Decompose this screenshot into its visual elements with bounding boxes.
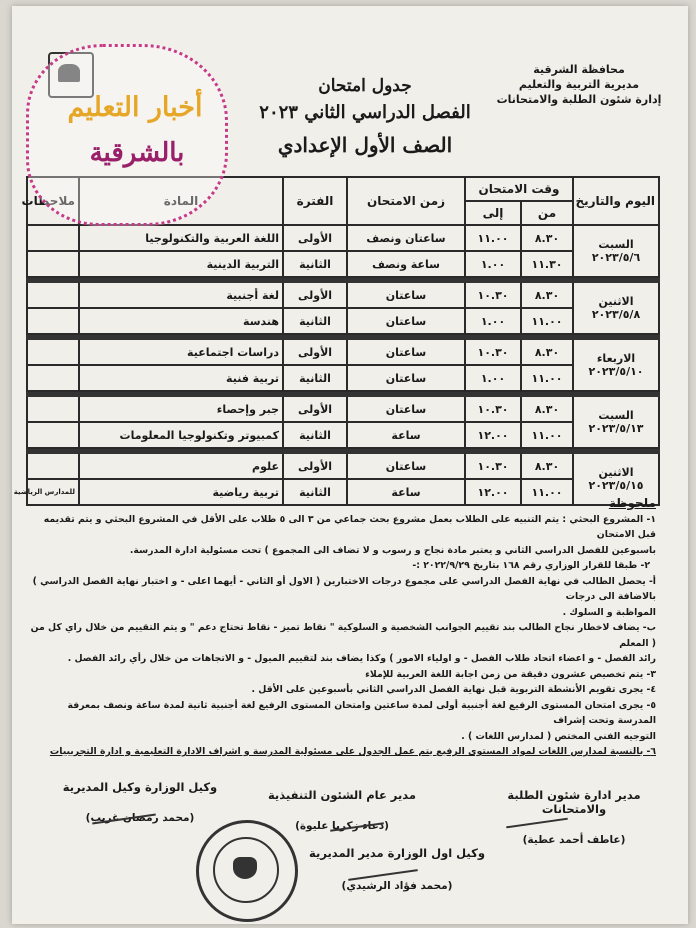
signature-name: (دعاء زكريا عليوة) — [295, 820, 389, 832]
period: الثانية — [283, 251, 347, 277]
duration: ساعتان — [347, 365, 465, 391]
period: الأولى — [283, 282, 347, 308]
signature-students-affairs — [474, 788, 674, 846]
day-name: السبت — [598, 238, 634, 251]
note-line: ٣- يتم تخصيص عشرون دقيقة من زمن اجابة اللغة العربية للإملاء — [365, 668, 656, 680]
time-from: ١١.٠٠ — [521, 422, 573, 448]
signature-name: (عاطف أحمد عطية) — [522, 834, 626, 846]
day-name: الاثنين — [598, 466, 634, 479]
duration: ساعتان — [347, 282, 465, 308]
header-notes: ملاحظات — [27, 177, 79, 225]
day-name: الاثنين — [598, 295, 634, 308]
period: الثانية — [283, 365, 347, 391]
header-period: الفترة — [283, 177, 347, 225]
signature-role: مدير عام الشئون التنفيذية — [267, 788, 417, 802]
period: الثانية — [283, 479, 347, 505]
day-cell — [573, 396, 659, 448]
day-date: ٢٠٢٣/٥/١٥ — [588, 479, 644, 492]
subject: التربية الدينية — [79, 251, 283, 277]
day-date: ٢٠٢٣/٥/١٠ — [588, 365, 644, 378]
time-to: ١.٠٠ — [465, 251, 521, 277]
duration: ساعة — [347, 479, 465, 505]
table-row — [27, 225, 659, 251]
time-to: ١٠.٣٠ — [465, 453, 521, 479]
signature-name: (محمد فؤاد الرشيدي) — [341, 880, 453, 892]
duration: ساعتان — [347, 339, 465, 365]
table-row — [27, 282, 659, 308]
watermark-line2: بالشرقية — [89, 138, 185, 168]
note — [27, 308, 79, 334]
subject: دراسات اجتماعية — [79, 339, 283, 365]
note-line: باسبوعين للفصل الدراسي الثاني و يعتبر مادة نجاح و رسوب و لا تضاف الى المجموع ) تحت مسئولية ادارة المدرسة. — [129, 544, 656, 556]
note — [27, 339, 79, 365]
table-row — [27, 365, 659, 391]
note — [27, 365, 79, 391]
document-title-block — [240, 74, 490, 162]
table-row — [27, 339, 659, 365]
subject: تربية فنية — [79, 365, 283, 391]
time-to: ١.٠٠ — [465, 308, 521, 334]
subject: هندسة — [79, 308, 283, 334]
official-seal-icon — [196, 820, 298, 922]
subject: لغة أجنبية — [79, 282, 283, 308]
note — [27, 282, 79, 308]
notes-heading: ملحوظة — [608, 496, 656, 510]
note-line: المواظبة و السلوك . — [562, 606, 656, 618]
duration: ساعتان ونصف — [347, 225, 465, 251]
note — [27, 225, 79, 251]
note — [27, 422, 79, 448]
period: الأولى — [283, 339, 347, 365]
day-cell — [573, 339, 659, 391]
time-from: ٨.٣٠ — [521, 339, 573, 365]
org-department: إدارة شئون الطلبة والامتحانات — [496, 93, 662, 106]
day-name: الاربعاء — [596, 352, 636, 365]
table-row — [27, 396, 659, 422]
note-line: رائد الفصل - و اعضاء اتحاد طلاب الفصل - و اولياء الامور ) وكذا يضاف بند لتقييم الميول - و الاتجاهات من خلال رأي رائد الفصل . — [67, 653, 656, 664]
duration: ساعتان — [347, 396, 465, 422]
note-line: ب- يضاف لاخطار نجاح الطالب بند تقييم الجوانب الشخصية و السلوكية " نقاط تميز - نقاط تحتاج دعم " و يتم التقييم من خلال راي كل من ( المعلم — [30, 622, 656, 649]
time-from: ٨.٣٠ — [521, 225, 573, 251]
header-from: من — [521, 201, 573, 225]
term-title: الفصل الدراسي الثاني ٢٠٢٣ — [259, 102, 471, 123]
document-title: جدول امتحان — [318, 76, 412, 96]
time-to: ١٢.٠٠ — [465, 422, 521, 448]
period: الثانية — [283, 308, 347, 334]
time-from: ١١.٠٠ — [521, 308, 573, 334]
signature-role: مدير ادارة شئون الطلبة والامتحانات — [507, 788, 641, 816]
table-row — [27, 422, 659, 448]
watermark-line1: أخبار التعليم — [67, 92, 203, 123]
subject: كمبيوتر وتكنولوجيا المعلومات — [79, 422, 283, 448]
day-date: ٢٠٢٣/٥/٦ — [591, 251, 641, 264]
signature-name: (محمد رمضان غريب) — [85, 812, 195, 824]
subject: علوم — [79, 453, 283, 479]
time-from: ٨.٣٠ — [521, 453, 573, 479]
time-to: ١٠.٣٠ — [465, 282, 521, 308]
signature-role: وكيل اول الوزارة مدير المديرية — [309, 846, 485, 860]
period: الثانية — [283, 422, 347, 448]
note-line: ٤- يجرى تقويم الأنشطة التربوية قبل نهاية الفصل الدراسي الثاني بأسبوعين على الأقل . — [251, 684, 656, 695]
time-from: ١١.٠٠ — [521, 365, 573, 391]
day-date: ٢٠٢٣/٥/١٣ — [588, 422, 644, 435]
note: للمدارس الرياضية — [27, 479, 79, 505]
header-to: إلى — [465, 201, 521, 225]
signature-executive-affairs — [244, 788, 440, 832]
org-governorate: محافظة الشرقية — [533, 63, 625, 76]
note-line: ١- المشروع البحثي : يتم التنبيه على الطلاب بعمل مشروع بحث جماعي من ٣ الى ٥ طلاب على الأقل في المشروع البحثي و يتم تقديمه قبل الامتحان — [43, 513, 656, 540]
note — [27, 251, 79, 277]
header-day: اليوم والتاريخ — [573, 177, 659, 225]
time-to: ١١.٠٠ — [465, 225, 521, 251]
time-from: ٨.٣٠ — [521, 396, 573, 422]
note — [27, 396, 79, 422]
time-from: ١١.٣٠ — [521, 251, 573, 277]
duration: ساعتان — [347, 453, 465, 479]
day-date: ٢٠٢٣/٥/٨ — [591, 308, 641, 321]
signature-role: وكيل الوزارة وكيل المديرية — [62, 780, 218, 794]
time-to: ١٢.٠٠ — [465, 479, 521, 505]
day-cell — [573, 225, 659, 277]
header-time: وقت الامتحان — [465, 177, 573, 201]
org-header — [484, 62, 674, 107]
time-to: ١٠.٣٠ — [465, 339, 521, 365]
note-line: ٢- طبقا للقرار الوزاري رقم ١٦٨ بتاريخ ٢٠٢٢/٩/٢٩ :- — [412, 560, 650, 571]
duration: ساعة — [347, 422, 465, 448]
signature-directorate-director — [292, 846, 502, 892]
time-to: ١.٠٠ — [465, 365, 521, 391]
org-directorate: مديرية التربية والتعليم — [518, 78, 640, 91]
subject: اللغة العربية والتكنولوجيا — [79, 225, 283, 251]
note-line: التوجيه الفني المختص ( لمدارس اللغات ) . — [461, 730, 656, 742]
grade-title: الصف الأول الإعدادي — [277, 133, 453, 157]
day-name: السبت — [598, 409, 634, 422]
subject: تربية رياضية — [79, 479, 283, 505]
subject: جبر وإحصاء — [79, 396, 283, 422]
header-subject: المادة — [79, 177, 283, 225]
time-to: ١٠.٣٠ — [465, 396, 521, 422]
header-duration: زمن الامتحان — [347, 177, 465, 225]
table-row — [27, 308, 659, 334]
period: الأولى — [283, 225, 347, 251]
watermark-badge — [26, 44, 228, 226]
period: الأولى — [283, 396, 347, 422]
table-row — [27, 453, 659, 479]
time-from: ١١.٠٠ — [521, 479, 573, 505]
note-line: ٥- يجرى امتحان المستوى الرفيع لغة أجنبية أولى لمدة ساعتين وامتحان المستوى الرفيع لغة أجنبية ثانية لمدة ساعة ونصف بمعرفة المدرسة وتحت إشراف — [67, 699, 656, 726]
note-line: ٦- بالنسبة لمدارس اللغات لمواد المستوى الرفيع يتم عمل الجدول على مسئولية المدرسة و اشراف الادارة التعليمية و ادارة التجريبيات — [49, 746, 656, 757]
duration: ساعتان — [347, 308, 465, 334]
table-row — [27, 251, 659, 277]
day-cell — [573, 282, 659, 334]
note — [27, 453, 79, 479]
period: الأولى — [283, 453, 347, 479]
time-from: ٨.٣٠ — [521, 282, 573, 308]
note-line: أ- يحصل الطالب في نهاية الفصل الدراسي على مجموع درجات الاختبارين ( الاول أو الثاني - أيهما اعلى - و اختبار نهاية الفصل الدراسي ) بالاضافة الى درجات — [32, 575, 656, 602]
notes-section — [30, 496, 656, 760]
duration: ساعة ونصف — [347, 251, 465, 277]
